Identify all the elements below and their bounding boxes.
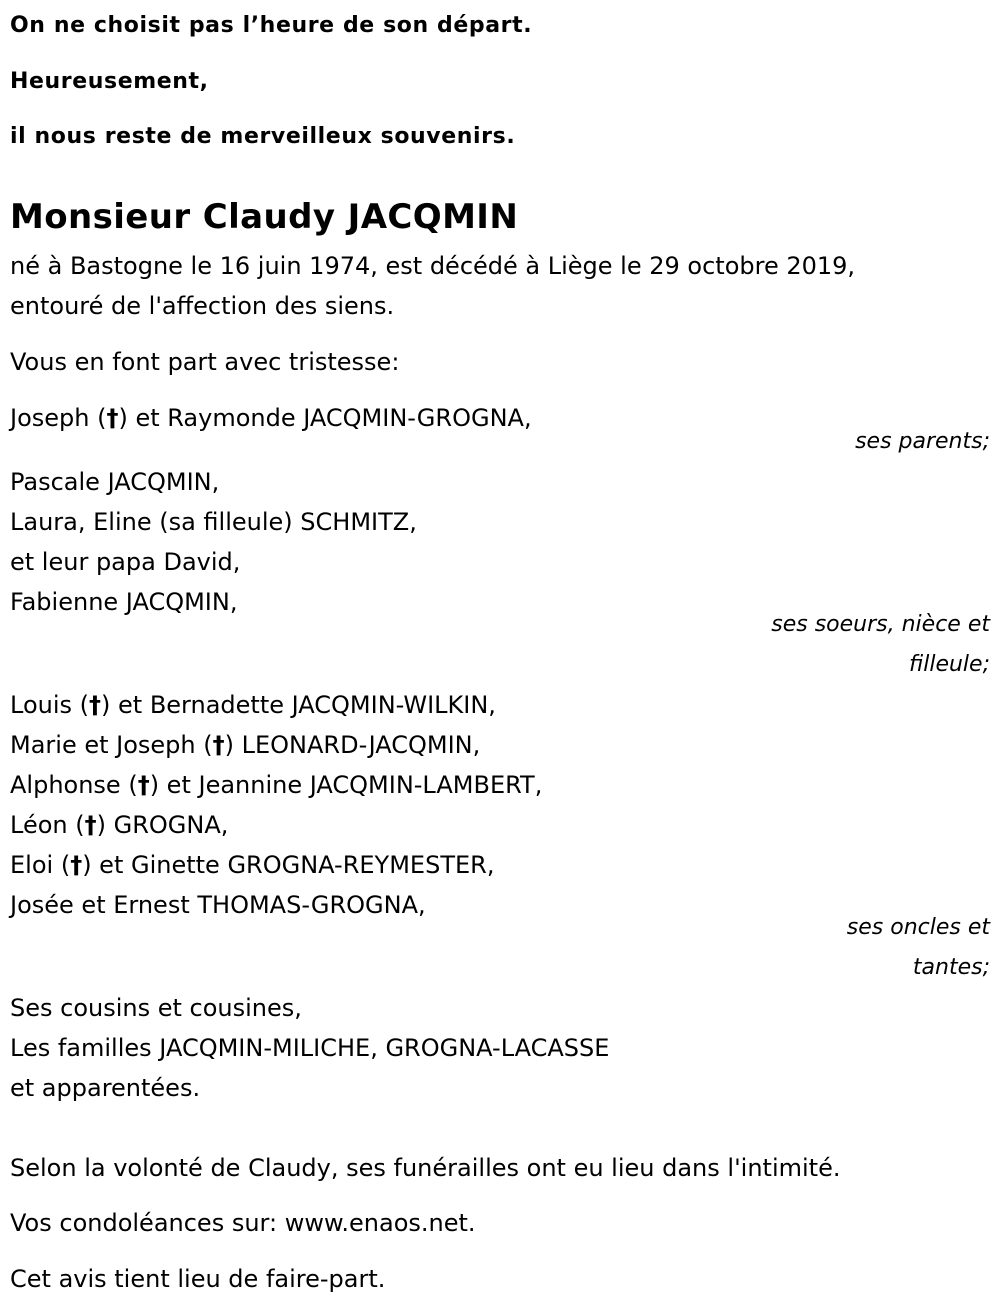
condolences-note: Vos condoléances sur: www.enaos.net.	[10, 1209, 476, 1237]
relation-uncles-1: ses oncles et	[846, 915, 990, 940]
uncle-line-5-a: Eloi (	[10, 851, 71, 879]
uncle-line-1-a: Louis (	[10, 691, 90, 719]
sister-line-1: Pascale JACQMIN,	[10, 468, 220, 496]
relation-uncles-2: tantes;	[912, 955, 990, 980]
uncle-line-1	[10, 685, 496, 725]
intro-line-2: Heureusement,	[10, 69, 209, 94]
birth-death-line: né à Bastogne le 16 juin 1974, est décédé à Liège le 29 octobre 2019,	[10, 252, 856, 280]
uncle-line-6: Josée et Ernest THOMAS-GROGNA,	[10, 891, 426, 919]
cross-icon: †	[106, 404, 119, 432]
deceased-name: Monsieur Claudy JACQMIN	[10, 197, 519, 237]
uncle-line-2-b: ) LEONARD-JACQMIN,	[224, 731, 481, 759]
uncle-line-3	[10, 765, 542, 805]
relation-parents: ses parents;	[855, 429, 990, 454]
uncle-line-4	[10, 805, 228, 845]
sister-line-2: Laura, Eline (sa filleule) SCHMITZ,	[10, 508, 417, 536]
uncle-line-5-b: ) et Ginette GROGNA-REYMESTER,	[82, 851, 495, 879]
notice-note: Cet avis tient lieu de faire-part.	[10, 1265, 386, 1293]
cross-icon: †	[137, 771, 150, 799]
uncle-line-2-a: Marie et Joseph (	[10, 731, 213, 759]
uncle-line-4-a: Léon (	[10, 811, 85, 839]
parents-text-a: Joseph (	[10, 404, 107, 432]
intro-line-1: On ne choisit pas l’heure de son départ.	[10, 13, 533, 38]
uncle-line-5	[10, 845, 494, 885]
cousins-line-2: Les familles JACQMIN-MILICHE, GROGNA-LACASSE	[10, 1034, 610, 1062]
uncle-line-3-a: Alphonse (	[10, 771, 138, 799]
uncle-line-3-b: ) et Jeannine JACQMIN-LAMBERT,	[149, 771, 543, 799]
funeral-note: Selon la volonté de Claudy, ses funérailles ont eu lieu dans l'intimité.	[10, 1154, 841, 1182]
parents-text-b: ) et Raymonde JACQMIN-GROGNA,	[118, 404, 532, 432]
sister-line-4: Fabienne JACQMIN,	[10, 588, 238, 616]
cross-icon: †	[84, 811, 97, 839]
cross-icon: †	[89, 691, 102, 719]
announcement: Vous en font part avec tristesse:	[10, 348, 400, 376]
sister-line-3: et leur papa David,	[10, 548, 241, 576]
relation-sisters-2: filleule;	[909, 652, 990, 677]
parents-line	[10, 398, 532, 438]
surrounded-line: entouré de l'affection des siens.	[10, 292, 395, 320]
uncle-line-4-b: ) GROGNA,	[96, 811, 229, 839]
cousins-line-3: et apparentées.	[10, 1074, 201, 1102]
cross-icon: †	[212, 731, 225, 759]
relation-sisters-1: ses soeurs, nièce et	[771, 612, 990, 637]
cousins-line-1: Ses cousins et cousines,	[10, 994, 302, 1022]
cross-icon: †	[70, 851, 83, 879]
uncle-line-1-b: ) et Bernadette JACQMIN-WILKIN,	[101, 691, 496, 719]
uncle-line-2	[10, 725, 480, 765]
intro-line-3: il nous reste de merveilleux souvenirs.	[10, 124, 516, 149]
